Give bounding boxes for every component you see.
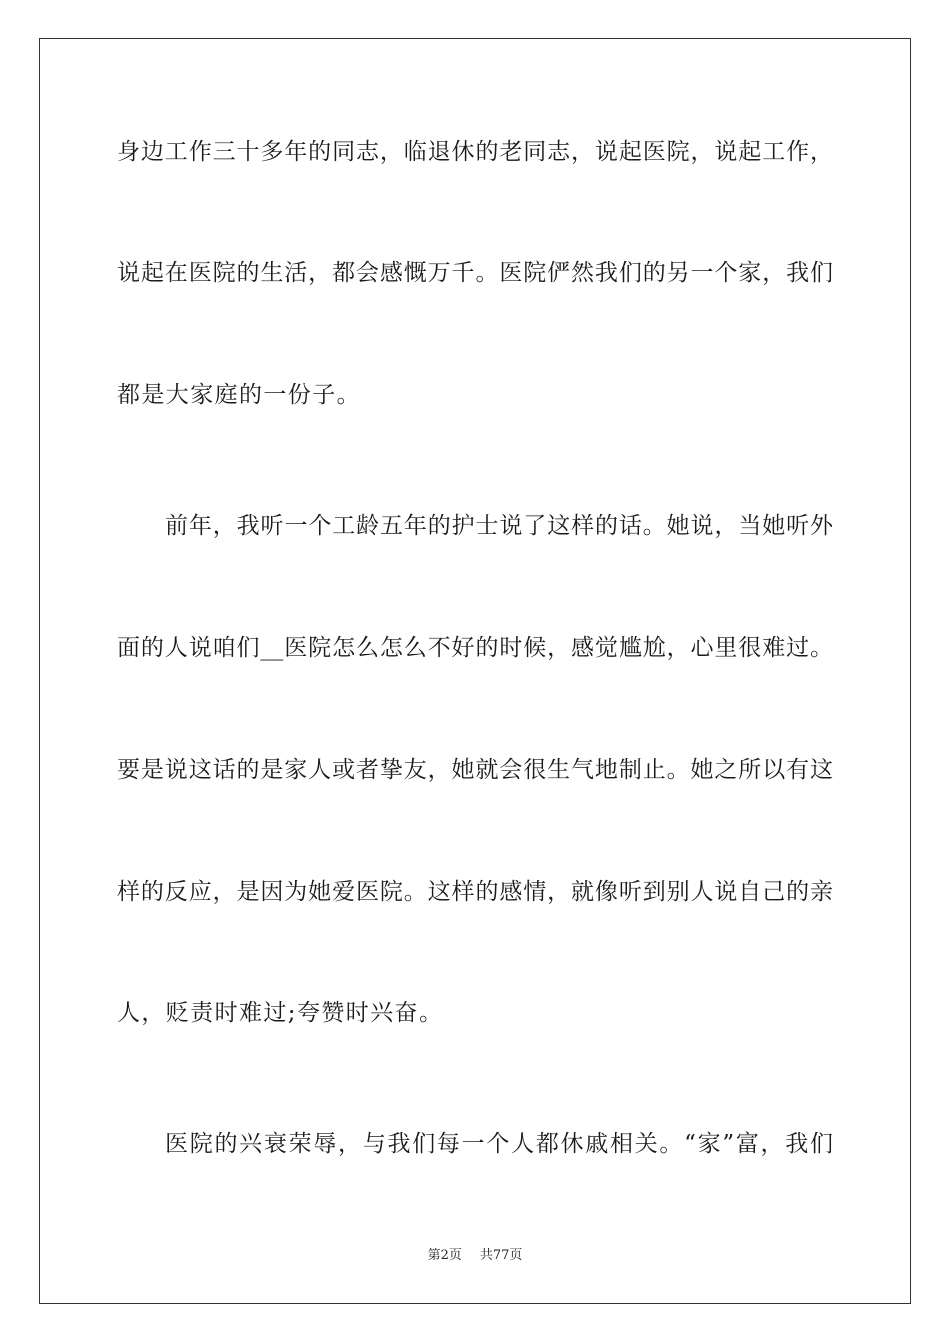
text-line: 身边工作三十多年的同志，临退休的老同志，说起医院，说起工作， (117, 139, 833, 165)
page-number: 第2页 (427, 1248, 462, 1263)
text-line: 要是说这话的是家人或者挚友，她就会很生气地制止。她之所以有这 (117, 757, 833, 783)
text-line: 都是大家庭的一份子。 (117, 382, 361, 408)
text-line: 人，贬责时难过;夸赞时兴奋。 (117, 1000, 444, 1026)
paragraph-start-line: 前年，我听一个工龄五年的护士说了这样的话。她说，当她听外 (165, 513, 833, 539)
paragraph-start-line: 医院的兴衰荣辱，与我们每一个人都休戚相关。“家”富，我们 (165, 1131, 833, 1157)
text-line: 说起在医院的生活，都会感慨万千。医院俨然我们的另一个家，我们 (117, 260, 833, 286)
page-footer (0, 1247, 950, 1265)
text-line: 面的人说咱们__医院怎么怎么不好的时候，感觉尴尬，心里很难过。 (117, 635, 833, 661)
text-line: 样的反应，是因为她爱医院。这样的感情，就像听到别人说自己的亲 (117, 879, 833, 905)
page-border (39, 38, 911, 1304)
total-pages: 共77页 (479, 1248, 523, 1263)
